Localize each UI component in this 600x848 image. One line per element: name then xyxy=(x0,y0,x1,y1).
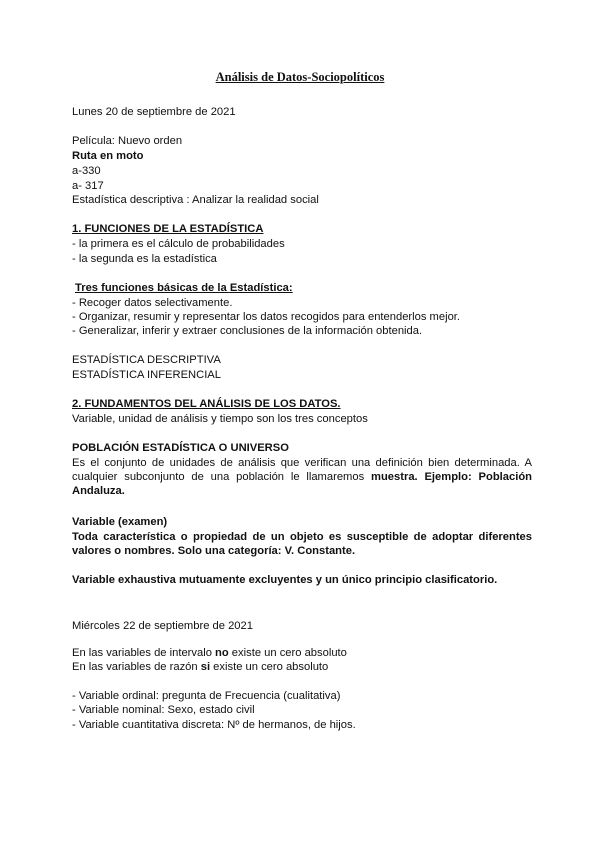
date-line: Lunes 20 de septiembre de 2021 xyxy=(72,106,236,118)
list-item: - Organizar, resumir y representar los datos recogidos para entenderlos mejor. xyxy=(72,311,461,323)
list-item: - la primera es el cálculo de probabilidades xyxy=(72,238,285,250)
section-heading: Variable (examen) xyxy=(72,516,168,528)
list-item: - Variable nominal: Sexo, estado civil xyxy=(72,704,255,716)
paragraph-text: existe un cero absoluto xyxy=(228,647,347,659)
section-heading: 1. FUNCIONES DE LA ESTADÍSTICA xyxy=(72,223,264,235)
emphasis-text: no xyxy=(215,647,229,659)
section-heading: POBLACIÓN ESTADÍSTICA O UNIVERSO xyxy=(72,442,289,454)
paragraph xyxy=(72,660,532,674)
movie-line: Película: Nuevo orden xyxy=(72,135,183,147)
route-line: Ruta en moto xyxy=(72,150,144,162)
document-title: Análisis de Datos-Sociopolíticos xyxy=(215,70,385,84)
stats-type: ESTADÍSTICA INFERENCIAL xyxy=(72,369,221,381)
descriptive-stats-line: Estadística descriptiva : Analizar la realidad social xyxy=(72,194,319,206)
stats-type: ESTADÍSTICA DESCRIPTIVA xyxy=(72,354,221,366)
paragraph-text: En las variables de razón xyxy=(72,661,201,673)
emphasis-text: si xyxy=(200,661,211,673)
list-item: - Generalizar, inferir y extraer conclusiones de la información obtenida. xyxy=(72,325,423,337)
paragraph-text: En las variables de intervalo xyxy=(72,647,216,659)
list-item: - Variable ordinal: pregunta de Frecuencia (cualitativa) xyxy=(72,690,341,702)
list-item: - Variable cuantitativa discreta: Nº de hermanos, de hijos. xyxy=(72,719,356,731)
emphasis-text: . Ejemplo: Población Andaluza. xyxy=(72,471,532,497)
paragraph xyxy=(72,456,532,498)
subsection-heading: Tres funciones básicas de la Estadística: xyxy=(75,282,293,294)
road-line: a-330 xyxy=(72,165,101,177)
date-line: Miércoles 22 de septiembre de 2021 xyxy=(72,620,253,632)
paragraph: Toda característica o propiedad de un objeto es susceptible de adoptar diferentes valores o nombres. Solo una categoría: V. Constante. xyxy=(72,531,532,557)
list-item: - Recoger datos selectivamente. xyxy=(72,297,233,309)
paragraph: Variable exhaustiva mutuamente excluyentes y un único principio clasificatorio. xyxy=(72,574,498,586)
paragraph-text: existe un cero absoluto xyxy=(210,661,329,673)
paragraph: Variable, unidad de análisis y tiempo son los tres conceptos xyxy=(72,413,368,425)
emphasis-text: muestra xyxy=(371,471,415,483)
paragraph xyxy=(72,646,532,660)
section-heading: 2. FUNDAMENTOS DEL ANÁLISIS DE LOS DATOS. xyxy=(72,398,341,410)
paragraph-text: Es el conjunto de unidades de análisis que verifican una definición bien determinada. A cualquier subconjunto de una población le llamaremos xyxy=(72,457,532,483)
list-item: - la segunda es la estadística xyxy=(72,253,217,265)
road-line: a- 317 xyxy=(72,180,104,192)
